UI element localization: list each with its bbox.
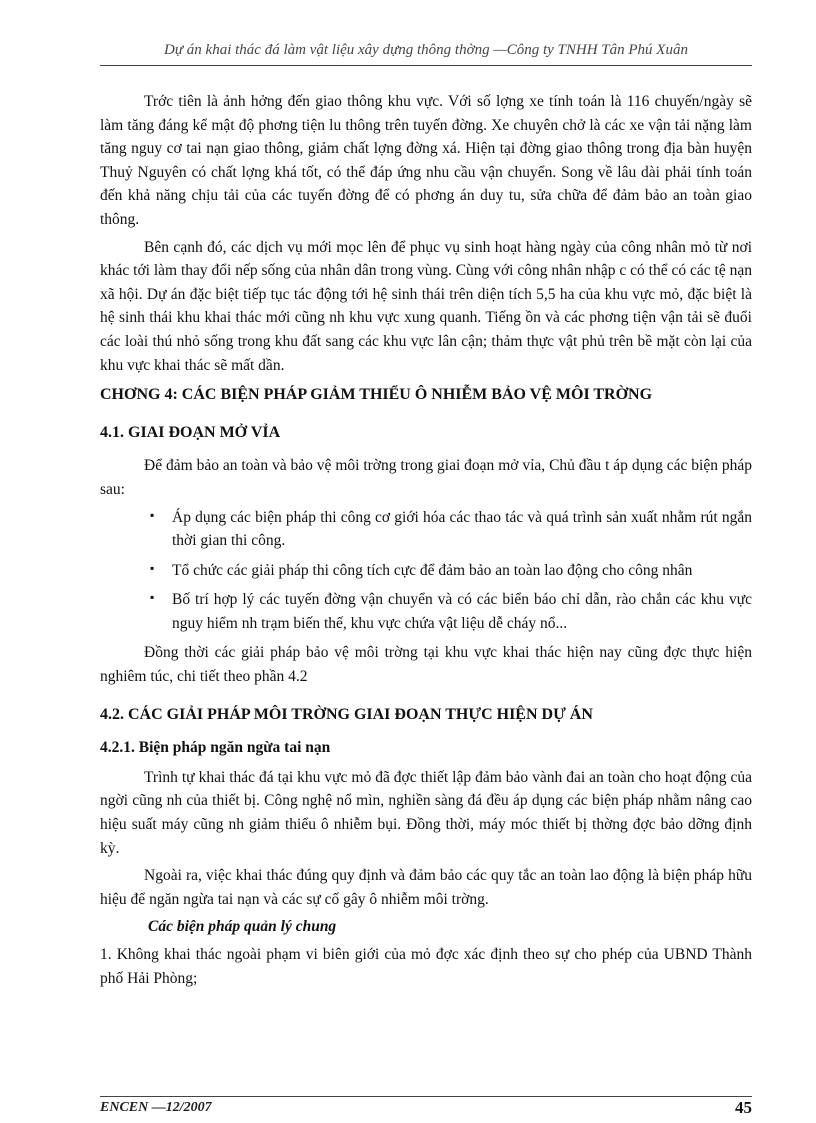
bullet-icon: ▪ (150, 560, 155, 575)
paragraph: Trớc tiên là ảnh hởng đến giao thông khu vực. Với số lợng xe tính toán là 116 chuyến/ngày sẽ làm tăng đáng kể mật độ phơng tiện lu thông trên tuyến đờng. Xe chuyên chở là các xe vận tải nặng làm tăng nguy cơ tai nạn giao thông, giảm chất lợng đờng xá. Hiện tại đờng giao thông trong địa bàn huyện Thuỷ Nguyên có chất lợng khá tốt, có thể đáp ứng nhu cầu vận chuyển. Song về lâu dài phải tính toán đến khả năng chịu tải của các tuyến đờng để có phơng án duy tu, sửa chữa để đảm bảo an toàn giao thông. (100, 93, 752, 228)
list-item (100, 588, 752, 635)
footer-label: ENCEN —12/2007 (100, 1100, 212, 1115)
paragraph: Để đảm bảo an toàn và bảo vệ môi trờng trong giai đoạn mở vỉa, Chủ đầu t áp dụng các biện pháp sau: (100, 457, 752, 498)
numbered-item: 1. Không khai thác ngoài phạm vi biên giới của mỏ đợc xác định theo sự cho phép của UBND Thành phố Hải Phòng; (100, 946, 752, 987)
section-title: 4.2. CÁC GIẢI PHÁP MÔI TRỜNG GIAI ĐOẠN THỰC HIỆN DỰ ÁN (100, 705, 593, 723)
bullet-icon: ▪ (150, 507, 155, 522)
bullet-icon: ▪ (150, 590, 155, 605)
list-item-text: Bố trí hợp lý các tuyến đờng vận chuyển và có các biển báo chỉ dẫn, rào chắn các khu vực nguy hiểm nh trạm biến thế, khu vực chứa vật liệu dễ cháy nổ... (172, 591, 752, 632)
paragraph: Ngoài ra, việc khai thác đúng quy định và đảm bảo các quy tắc an toàn lao động là biện pháp hữu hiệu để ngăn ngừa tai nạn và các sự cố gây ô nhiễm môi trờng. (100, 867, 752, 908)
page-header: Dự án khai thác đá làm vật liệu xây dựng thông thờng —Công ty TNHH Tân Phú Xuân (164, 42, 688, 58)
page-body (100, 90, 752, 990)
italic-heading: Các biện pháp quản lý chung (148, 918, 337, 936)
list-item (100, 559, 752, 583)
list-item-text: Tổ chức các giải pháp thi công tích cực để đảm bảo an toàn lao động cho công nhân (172, 561, 693, 579)
paragraph: Bên cạnh đó, các dịch vụ mới mọc lên để phục vụ sinh hoạt hàng ngày của công nhân mỏ từ nơi khác tới làm thay đổi nếp sống của nhân dân trong vùng. Cùng với công nhân nhập c có thể có các tệ nạn xã hội. Dự án đặc biệt tiếp tục tác động tới hệ sinh thái trên diện tích 5,5 ha của khu vực mỏ, đặc biệt là hệ sinh thái khu khai thác mới cũng nh khu vực xung quanh. Tiếng ồn và các phơng tiện vận tải sẽ đuổi các loài thú nhỏ sống trong khu đất sang các khu vực lân cận; thảm thực vật phủ trên bề mặt còn lại của khu vực khai thác sẽ mất dần. (100, 238, 752, 374)
footer-divider (100, 1096, 752, 1097)
page-number: 45 (735, 1098, 752, 1117)
section-title: 4.1. GIAI ĐOẠN MỞ VỈA (100, 423, 281, 441)
list-item (100, 506, 752, 553)
list-item-text: Áp dụng các biện pháp thi công cơ giới hóa các thao tác và quá trình sản xuất nhằm rút ngắn thời gian thi công. (172, 508, 752, 550)
paragraph: Đồng thời các giải pháp bảo vệ môi trờng tại khu vực khai thác hiện nay cũng đợc thực hiện nghiêm túc, chi tiết theo phần 4.2 (100, 644, 752, 686)
chapter-title: CHƠNG 4: CÁC BIỆN PHÁP GIẢM THIỂU Ô NHIỄM BẢO VỆ MÔI TRỜNG (100, 386, 653, 404)
header-divider (100, 65, 752, 66)
subsection-title: 4.2.1. Biện pháp ngăn ngừa tai nạn (100, 739, 331, 757)
paragraph: Trình tự khai thác đá tại khu vực mỏ đã đợc thiết lập đảm bảo vành đai an toàn cho hoạt động của ngời cũng nh của thiết bị. Công nghệ nổ mìn, nghiền sàng đá đều áp dụng các biện pháp nhằm nâng cao hiệu suất máy cũng nh giảm thiểu ô nhiễm bụi. Đồng thời, máy móc thiết bị thờng đợc bảo dỡng định kỳ. (100, 768, 752, 857)
